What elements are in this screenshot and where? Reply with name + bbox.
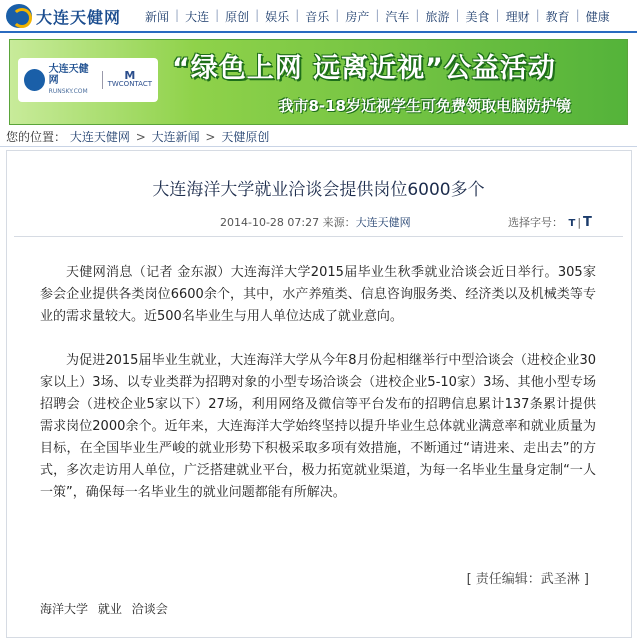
nav-item-entertainment[interactable]: 娱乐 [265, 10, 290, 24]
banner-logo-text: 大连天健网 [48, 63, 89, 86]
nav-item-realestate[interactable]: 房产 [345, 10, 370, 24]
logo-icon [6, 4, 32, 28]
article-meta [220, 214, 411, 230]
editor-credit: [ 责任编辑：武圣淋 ] [466, 572, 589, 587]
breadcrumb-separator: > [205, 130, 216, 144]
font-size-selector: 选择字号： T | T [508, 215, 592, 230]
font-large-button[interactable]: T [583, 215, 592, 230]
article-body [40, 262, 596, 504]
breadcrumb-original[interactable]: 天健原创 [221, 130, 270, 144]
breadcrumb-separator: > [135, 130, 146, 144]
article-title: 大连海洋大学就业洽谈会提供岗位6000多个 [152, 180, 485, 200]
promo-banner[interactable] [9, 39, 628, 125]
partner-logo [102, 71, 152, 89]
banner-headline: “绿色上网 远离近视”公益活动 [172, 53, 556, 84]
nav-item-finance[interactable]: 理财 [505, 10, 530, 24]
article-paragraph: 天健网消息（记者 金东淑）大连海洋大学2015届毕业生秋季就业洽谈会近日举行。305家参会企业提供各类岗位6600余个，其中，水产养殖类、信息咨询服务类、经济类以及机械类等专业的需求量较大。近500名毕业生与用人单位达成了就业意向。 [40, 265, 596, 324]
top-divider [0, 31, 637, 33]
nav-item-news[interactable]: 新闻 [145, 10, 170, 24]
tag-employment[interactable]: 就业 [97, 602, 122, 616]
tag-job-fair[interactable]: 洽谈会 [131, 602, 168, 616]
nav-item-health[interactable]: 健康 [585, 10, 610, 24]
site-name: 大连天健网 [36, 7, 122, 27]
breadcrumb-home[interactable]: 大连天健网 [69, 130, 130, 144]
nav-item-travel[interactable]: 旅游 [425, 10, 450, 24]
font-small-button[interactable]: T [568, 218, 576, 229]
article-tags [40, 600, 174, 617]
source-label: 来源： [322, 216, 356, 229]
nav-item-auto[interactable]: 汽车 [385, 10, 410, 24]
nav-item-music[interactable]: 音乐 [305, 10, 330, 24]
font-size-label: 选择字号： [508, 216, 563, 229]
banner-subline: 我市8-18岁近视学生可免费领取电脑防护镜 [278, 97, 571, 115]
banner-logo-sub: RUNSKY.COM [48, 87, 88, 95]
tag-ocean-university[interactable]: 海洋大学 [40, 602, 89, 616]
partner-mark-icon: M [124, 69, 136, 82]
article-datetime: 2014-10-28 07:27 [220, 216, 320, 229]
nav-item-education[interactable]: 教育 [545, 10, 570, 24]
banner-logo-icon [24, 69, 45, 91]
breadcrumb [6, 128, 269, 145]
breadcrumb-divider [0, 146, 637, 147]
header-divider [14, 236, 623, 237]
site-logo[interactable] [6, 4, 121, 28]
source-link[interactable]: 大连天健网 [355, 216, 411, 229]
top-bar [0, 0, 637, 32]
breadcrumb-prefix: 您的位置： [6, 130, 67, 144]
partner-name: TWCONTACT [107, 80, 152, 88]
article-paragraph: 为促进2015届毕业生就业，大连海洋大学从今年8月份起相继举行中型洽谈会（进校企业30家以上）3场、以专业类群为招聘对象的小型专场洽谈会（进校企业5-10家）3场、其他小型专场招聘会（进校企业5家以下）27场，利用网络及微信等平台发布的招聘信息累计137条累计提供需求岗位2000余个。近年来，大连海洋大学始终坚持以提升毕业生总体就业满意率和就业质量为目标，在全国毕业生严峻的就业形势下积极采取多项有效措施，不断通过“请进来、走出去”的方式，多次走访用人单位，广泛搭建就业平台，极力拓宽就业渠道，为每一名毕业生量身定制“一人一策”，确保每一名毕业生的就业问题都能有所解决。 [40, 353, 596, 500]
nav-item-food[interactable]: 美食 [465, 10, 490, 24]
breadcrumb-dalian-news[interactable]: 大连新闻 [151, 130, 200, 144]
banner-logo [18, 58, 158, 102]
nav-item-dalian[interactable]: 大连 [185, 10, 210, 24]
main-nav: 新闻 | 大连 | 原创 | 娱乐 | 音乐 | 房产 | 汽车 | 旅游 | 美食 | 理财 | 教育 | 健康 [145, 8, 610, 24]
nav-item-original[interactable]: 原创 [225, 10, 250, 24]
